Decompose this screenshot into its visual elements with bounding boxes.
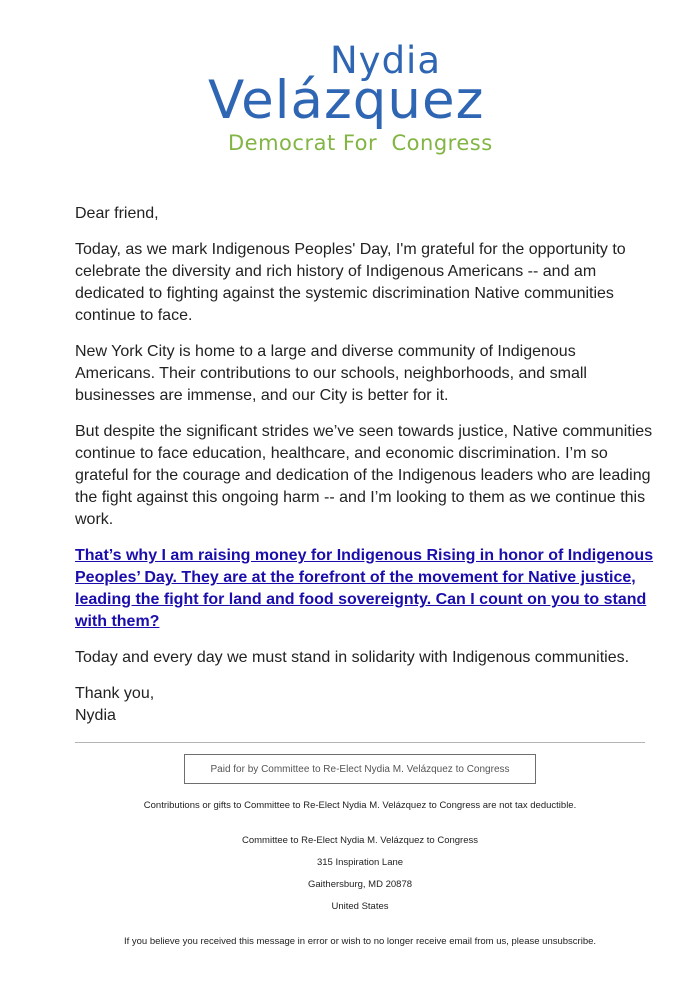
- unsubscribe-suffix: .: [593, 936, 597, 947]
- paragraph-4: Today and every day we must stand in solidarity with Indigenous communities.: [75, 649, 630, 666]
- paragraph-1: Today, as we mark Indigenous Peoples' Day, I'm grateful for the opportunity to celebrate the diversity and rich history of Indigenous Americans -- and am dedicated to fighting against the systemic discrimination Native communities continue to face.: [75, 241, 626, 324]
- cta-paragraph: [75, 545, 655, 633]
- logo-first-name: Nydia: [330, 39, 442, 82]
- closing: Thank you,: [75, 685, 155, 702]
- unsubscribe-link[interactable]: unsubscribe: [542, 936, 594, 947]
- signature: Nydia: [75, 707, 116, 724]
- email-body: [75, 203, 655, 727]
- campaign-logo: [0, 30, 700, 165]
- paid-for-text: Paid for by Committee to Re-Elect Nydia M. Velázquez to Congress: [210, 763, 510, 775]
- donate-link[interactable]: That’s why I am raising money for Indigenous Rising in honor of Indigenous Peoples’ Day. They are at the forefront of the movement for Native justice, leading the fight for land and food sovereignty. Can I count on you to stand with them?: [75, 547, 654, 630]
- footer-country: United States: [331, 901, 389, 912]
- signoff: [75, 683, 655, 727]
- footer-city: Gaithersburg, MD 20878: [307, 879, 413, 890]
- logo-last-name: Velázquez: [208, 70, 485, 131]
- paragraph-3: But despite the significant strides we’ve seen towards justice, Native communities continue to face education, healthcare, and economic discrimination. I’m so grateful for the courage and dedication of the Indigenous leaders who are leading the fight against this ongoing harm -- and I’m looking to them as we continue this work.: [75, 423, 653, 528]
- unsubscribe-notice: [0, 936, 700, 948]
- logo-tagline: Democrat For Congress: [228, 131, 493, 155]
- paid-for-box: [184, 754, 536, 784]
- footer-org: Committee to Re-Elect Nydia M. Velázquez to Congress: [241, 835, 478, 846]
- footer-street: 315 Inspiration Lane: [316, 857, 404, 868]
- unsubscribe-prefix: If you believe you received this message in error or wish to no longer receive email from us, please: [123, 936, 543, 947]
- greeting: Dear friend,: [75, 205, 159, 222]
- footer-divider: [75, 742, 645, 743]
- tax-disclaimer: Contributions or gifts to Committee to Re-Elect Nydia M. Velázquez to Congress are not tax deductible.: [143, 800, 577, 811]
- paragraph-2: New York City is home to a large and diverse community of Indigenous Americans. Their contributions to our schools, neighborhoods, and small businesses are immense, and our City is better for it.: [75, 343, 587, 404]
